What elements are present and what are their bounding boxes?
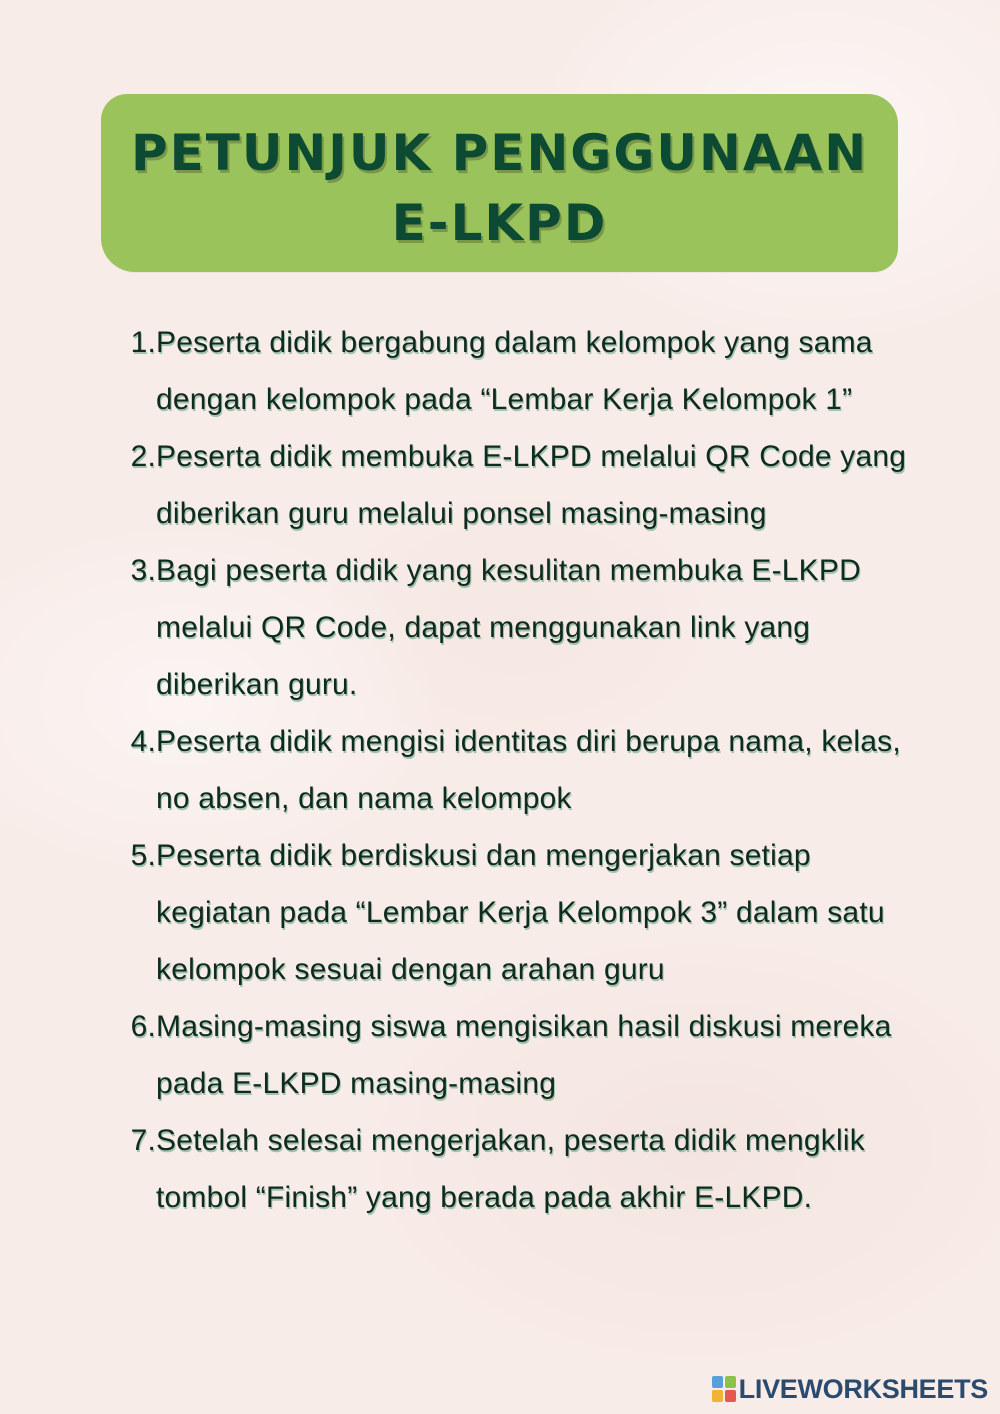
- liveworksheets-watermark[interactable]: [712, 1372, 988, 1406]
- instruction-item-7: [112, 1112, 922, 1226]
- instruction-item-3: [112, 542, 922, 713]
- step-number: 5.: [130, 839, 156, 872]
- step-number: 4.: [130, 725, 156, 758]
- step-number: 7.: [130, 1124, 156, 1157]
- instruction-item-6: [112, 998, 922, 1112]
- logo-square-blue: [712, 1376, 723, 1388]
- title-line-2: E-LKPD: [391, 194, 608, 252]
- logo-square-yellow: [712, 1390, 723, 1402]
- logo-square-red: [725, 1390, 736, 1402]
- instruction-item-1: [112, 314, 922, 428]
- step-text: Masing-masing siswa mengisikan hasil diskusi mereka pada E-LKPD masing-masing: [156, 1010, 892, 1100]
- instruction-list: [112, 314, 922, 1226]
- title-banner: [101, 94, 898, 272]
- step-text: Bagi peserta didik yang kesulitan membuka E-LKPD melalui QR Code, dapat menggunakan link yang diberikan guru.: [156, 554, 861, 701]
- step-text: Peserta didik berdiskusi dan mengerjakan setiap kegiatan pada “Lembar Kerja Kelompok 3” dalam satu kelompok sesuai dengan arahan guru: [156, 839, 885, 986]
- step-number: 2.: [130, 440, 156, 473]
- logo-square-green: [725, 1376, 736, 1388]
- step-number: 3.: [130, 554, 156, 587]
- step-text: Peserta didik mengisi identitas diri berupa nama, kelas, no absen, dan nama kelompok: [156, 725, 901, 815]
- title-line-1: PETUNJUK PENGGUNAAN: [130, 124, 869, 182]
- step-text: Peserta didik membuka E-LKPD melalui QR Code yang diberikan guru melalui ponsel masing-masing: [156, 440, 907, 530]
- liveworksheets-brand-text: LIVEWORKSHEETS: [738, 1373, 988, 1404]
- step-number: 1.: [130, 326, 156, 359]
- step-text: Peserta didik bergabung dalam kelompok yang sama dengan kelompok pada “Lembar Kerja Kelompok 1”: [156, 326, 873, 416]
- step-number: 6.: [130, 1010, 156, 1043]
- instruction-item-4: [112, 713, 922, 827]
- page-title: [101, 118, 898, 258]
- step-text: Setelah selesai mengerjakan, peserta didik mengklik tombol “Finish” yang berada pada akhir E-LKPD.: [156, 1124, 865, 1214]
- liveworksheets-logo-icon: [712, 1376, 736, 1402]
- instruction-item-2: [112, 428, 922, 542]
- instruction-item-5: [112, 827, 922, 998]
